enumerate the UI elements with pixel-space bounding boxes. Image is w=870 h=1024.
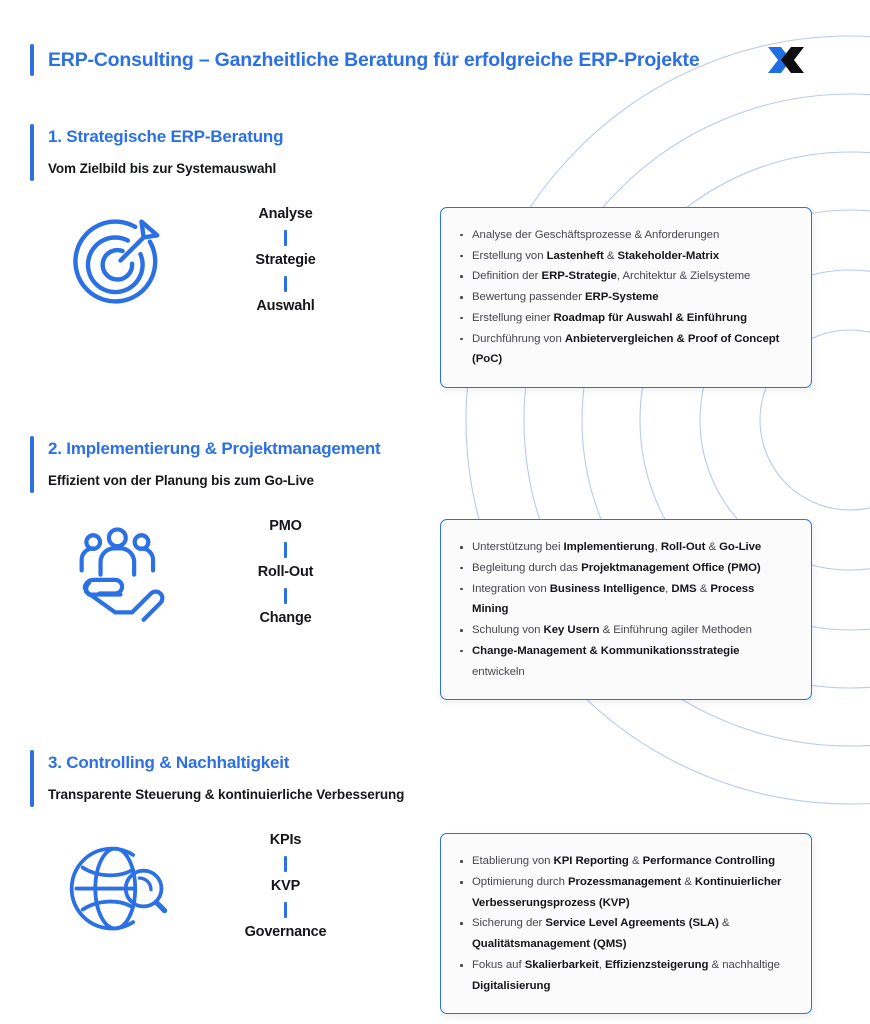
keyword-connector (284, 542, 287, 558)
bullet-item: Begleitung durch das Projektmanagement Office (PMO) (459, 558, 791, 579)
bullet-item: Analyse der Geschäftsprozesse & Anforderungen (459, 225, 791, 246)
bullet-list (459, 851, 791, 996)
keyword-connector (284, 276, 287, 292)
keyword: Strategie (255, 251, 316, 268)
section-detail-box (440, 207, 812, 388)
keyword: Auswahl (256, 297, 315, 314)
section-accent-bar (30, 750, 34, 807)
section-strategische-erp-beratung (0, 124, 870, 388)
keyword-connector (284, 230, 287, 246)
section-title: 2. Implementierung & Projektmanagement (48, 439, 381, 459)
section-body (30, 519, 870, 700)
keyword-connector (284, 902, 287, 918)
section-detail-box (440, 833, 812, 1014)
section-heading-block (30, 124, 870, 181)
target-arrow-icon (68, 208, 173, 313)
section-accent-bar (30, 436, 34, 493)
page-title: ERP-Consulting – Ganzheitliche Beratung für erfolgreiche ERP-Projekte (48, 48, 700, 71)
keyword-connector (284, 856, 287, 872)
title-accent-bar (30, 44, 34, 76)
keyword: PMO (269, 518, 302, 535)
section-subtitle: Effizient von der Planung bis zum Go-Live (48, 472, 314, 488)
section-title: 3. Controlling & Nachhaltigkeit (48, 753, 290, 773)
keyword-chain (173, 833, 440, 941)
page-header (0, 0, 870, 82)
bullet-item: Schulung von Key Usern & Einführung agiler Methoden (459, 620, 791, 641)
keyword: KVP (270, 878, 301, 895)
keyword: Roll-Out (257, 563, 314, 580)
page-title-block (30, 44, 699, 76)
section-controlling-nachhaltigkeit (0, 750, 870, 1014)
section-visual-column (30, 519, 440, 627)
globe-search-icon (68, 835, 173, 940)
bullet-list (459, 537, 791, 682)
bullet-item: Integration von Business Intelligence, DMS & Process Mining (459, 579, 791, 621)
section-accent-bar (30, 124, 34, 181)
bullet-item: Durchführung von Anbietervergleichen & Proof of Concept (PoC) (459, 329, 791, 371)
bullet-item: Bewertung passender ERP-Systeme (459, 287, 791, 308)
bullet-item: Definition der ERP-Strategie, Architektur & Zielsysteme (459, 266, 791, 287)
section-subtitle: Vom Zielbild bis zur Systemauswahl (48, 160, 277, 176)
section-body (30, 207, 870, 388)
section-visual-column (30, 833, 440, 941)
bullet-item: Etablierung von KPI Reporting & Performance Controlling (459, 851, 791, 872)
keyword-chain (173, 207, 440, 315)
bullet-item: Fokus auf Skalierbarkeit, Effizienzsteigerung & nachhaltige Digitalisierung (459, 955, 791, 997)
bullet-item: Optimierung durch Prozessmanagement & Kontinuierlicher Verbesserungsprozess (KVP) (459, 872, 791, 914)
section-body (30, 833, 870, 1014)
bullet-item: Change-Management & Kommunikationsstrategie entwickeln (459, 641, 791, 683)
hand-people-icon (68, 520, 173, 625)
bullet-item: Erstellung einer Roadmap für Auswahl & Einführung (459, 308, 791, 329)
keyword-chain (173, 519, 440, 627)
keyword: Analyse (258, 205, 313, 222)
keyword: Governance (244, 924, 327, 941)
section-visual-column (30, 207, 440, 315)
keyword: Change (259, 609, 312, 626)
section-title: 1. Strategische ERP-Beratung (48, 127, 284, 146)
bullet-item: Erstellung von Lastenheft & Stakeholder-Matrix (459, 246, 791, 267)
section-heading-block (30, 750, 870, 807)
bullet-list (459, 225, 791, 370)
section-subtitle: Transparente Steuerung & kontinuierliche Verbesserung (48, 786, 405, 802)
section-detail-box (440, 519, 812, 700)
section-heading-block (30, 436, 870, 493)
bullet-item: Unterstützung bei Implementierung, Roll-Out & Go-Live (459, 537, 791, 558)
keyword: KPIs (269, 832, 302, 849)
keyword-connector (284, 588, 287, 604)
x-logo (764, 38, 808, 82)
bullet-item: Sicherung der Service Level Agreements (SLA) & Qualitätsmanagement (QMS) (459, 913, 791, 955)
section-implementierung-projektmanagement (0, 436, 870, 700)
